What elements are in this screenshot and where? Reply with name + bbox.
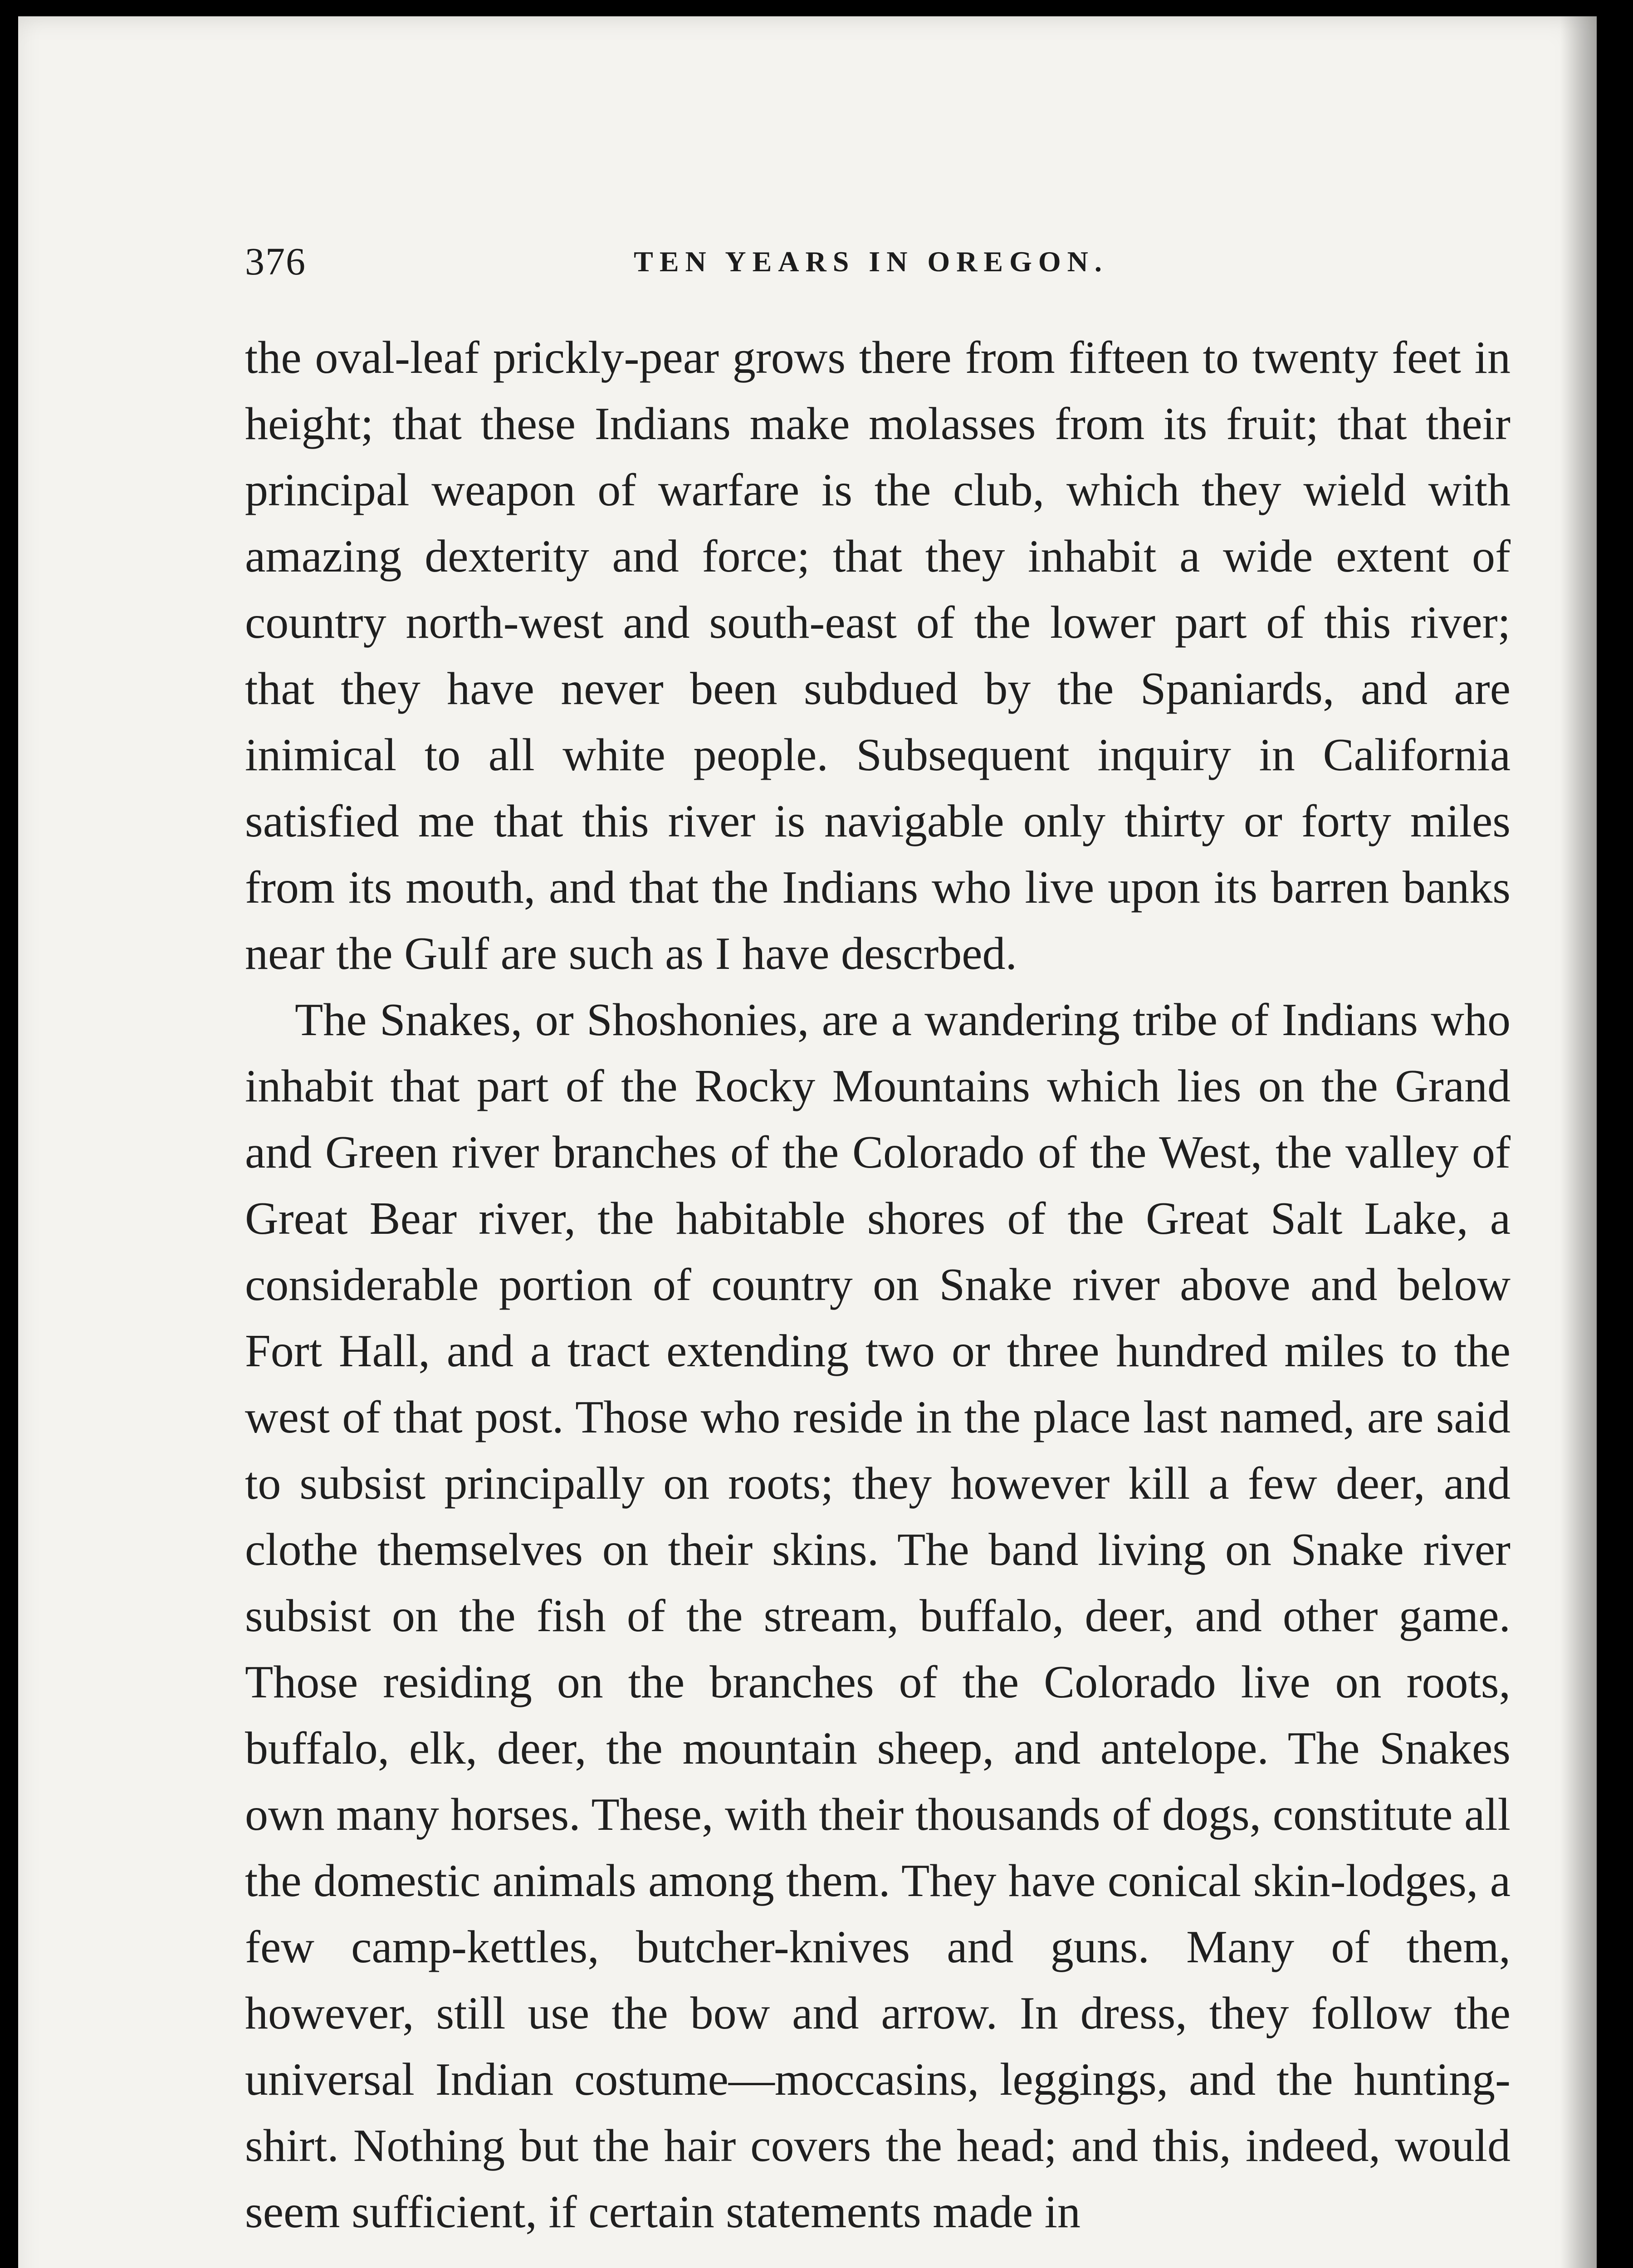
paragraph: the oval-leaf prickly-pear grows there from fifteen to twenty feet in height; that these Indians make molasses from its fruit; that their principal weapon of warfare is the club, which they wield with amazing dexterity and force; that they inhabit a wide extent of country north-west and south-east of the lower part of this river; that they have never been subdued by the Spaniards, and are inimical to all white people. Subsequent inquiry in California satisfied me that this river is navigable only thirty or forty miles from its mouth, and that the Indians who live upon its barren banks near the Gulf are such as I have descrbed. [245,332,1511,979]
page-number: 376 [245,240,306,283]
page-shadow [1560,16,1597,2268]
paragraph: The Snakes, or Shoshonies, are a wandering tribe of Indians who inhabit that part of the Rocky Mountains which lies on the Grand and Green river branches of the Colorado of the West, the valley of Great Bear river, the habitable shores of the Great Salt Lake, a considerable portion of country on Snake river above and below Fort Hall, and a tract extending two or three hundred miles to the west of that post. Those who reside in the place last named, are said to subsist principally on roots; they however kill a few deer, and clothe themselves on their skins. The band living on Snake river subsist on the fish of the stream, buffalo, deer, and other game. Those residing on the branches of the Colorado live on roots, buffalo, elk, deer, the mountain sheep, and antelope. The Snakes own many horses. These, with their thousands of dogs, constitute all the domestic animals among them. They have conical skin-lodges, a few camp-kettles, butcher-knives and guns. Many of them, however, still use the bow and arrow. In dress, they follow the universal Indian costume—moccasins, leggings, and the hunting-shirt. Nothing but the hair covers the head; and this, indeed, would seem sufficient, if certain statements made in [245,994,1511,2238]
book-page [18,16,1597,2268]
running-head [245,239,1497,293]
body-text [245,325,1511,2245]
running-title: TEN YEARS IN OREGON. [634,245,1108,278]
